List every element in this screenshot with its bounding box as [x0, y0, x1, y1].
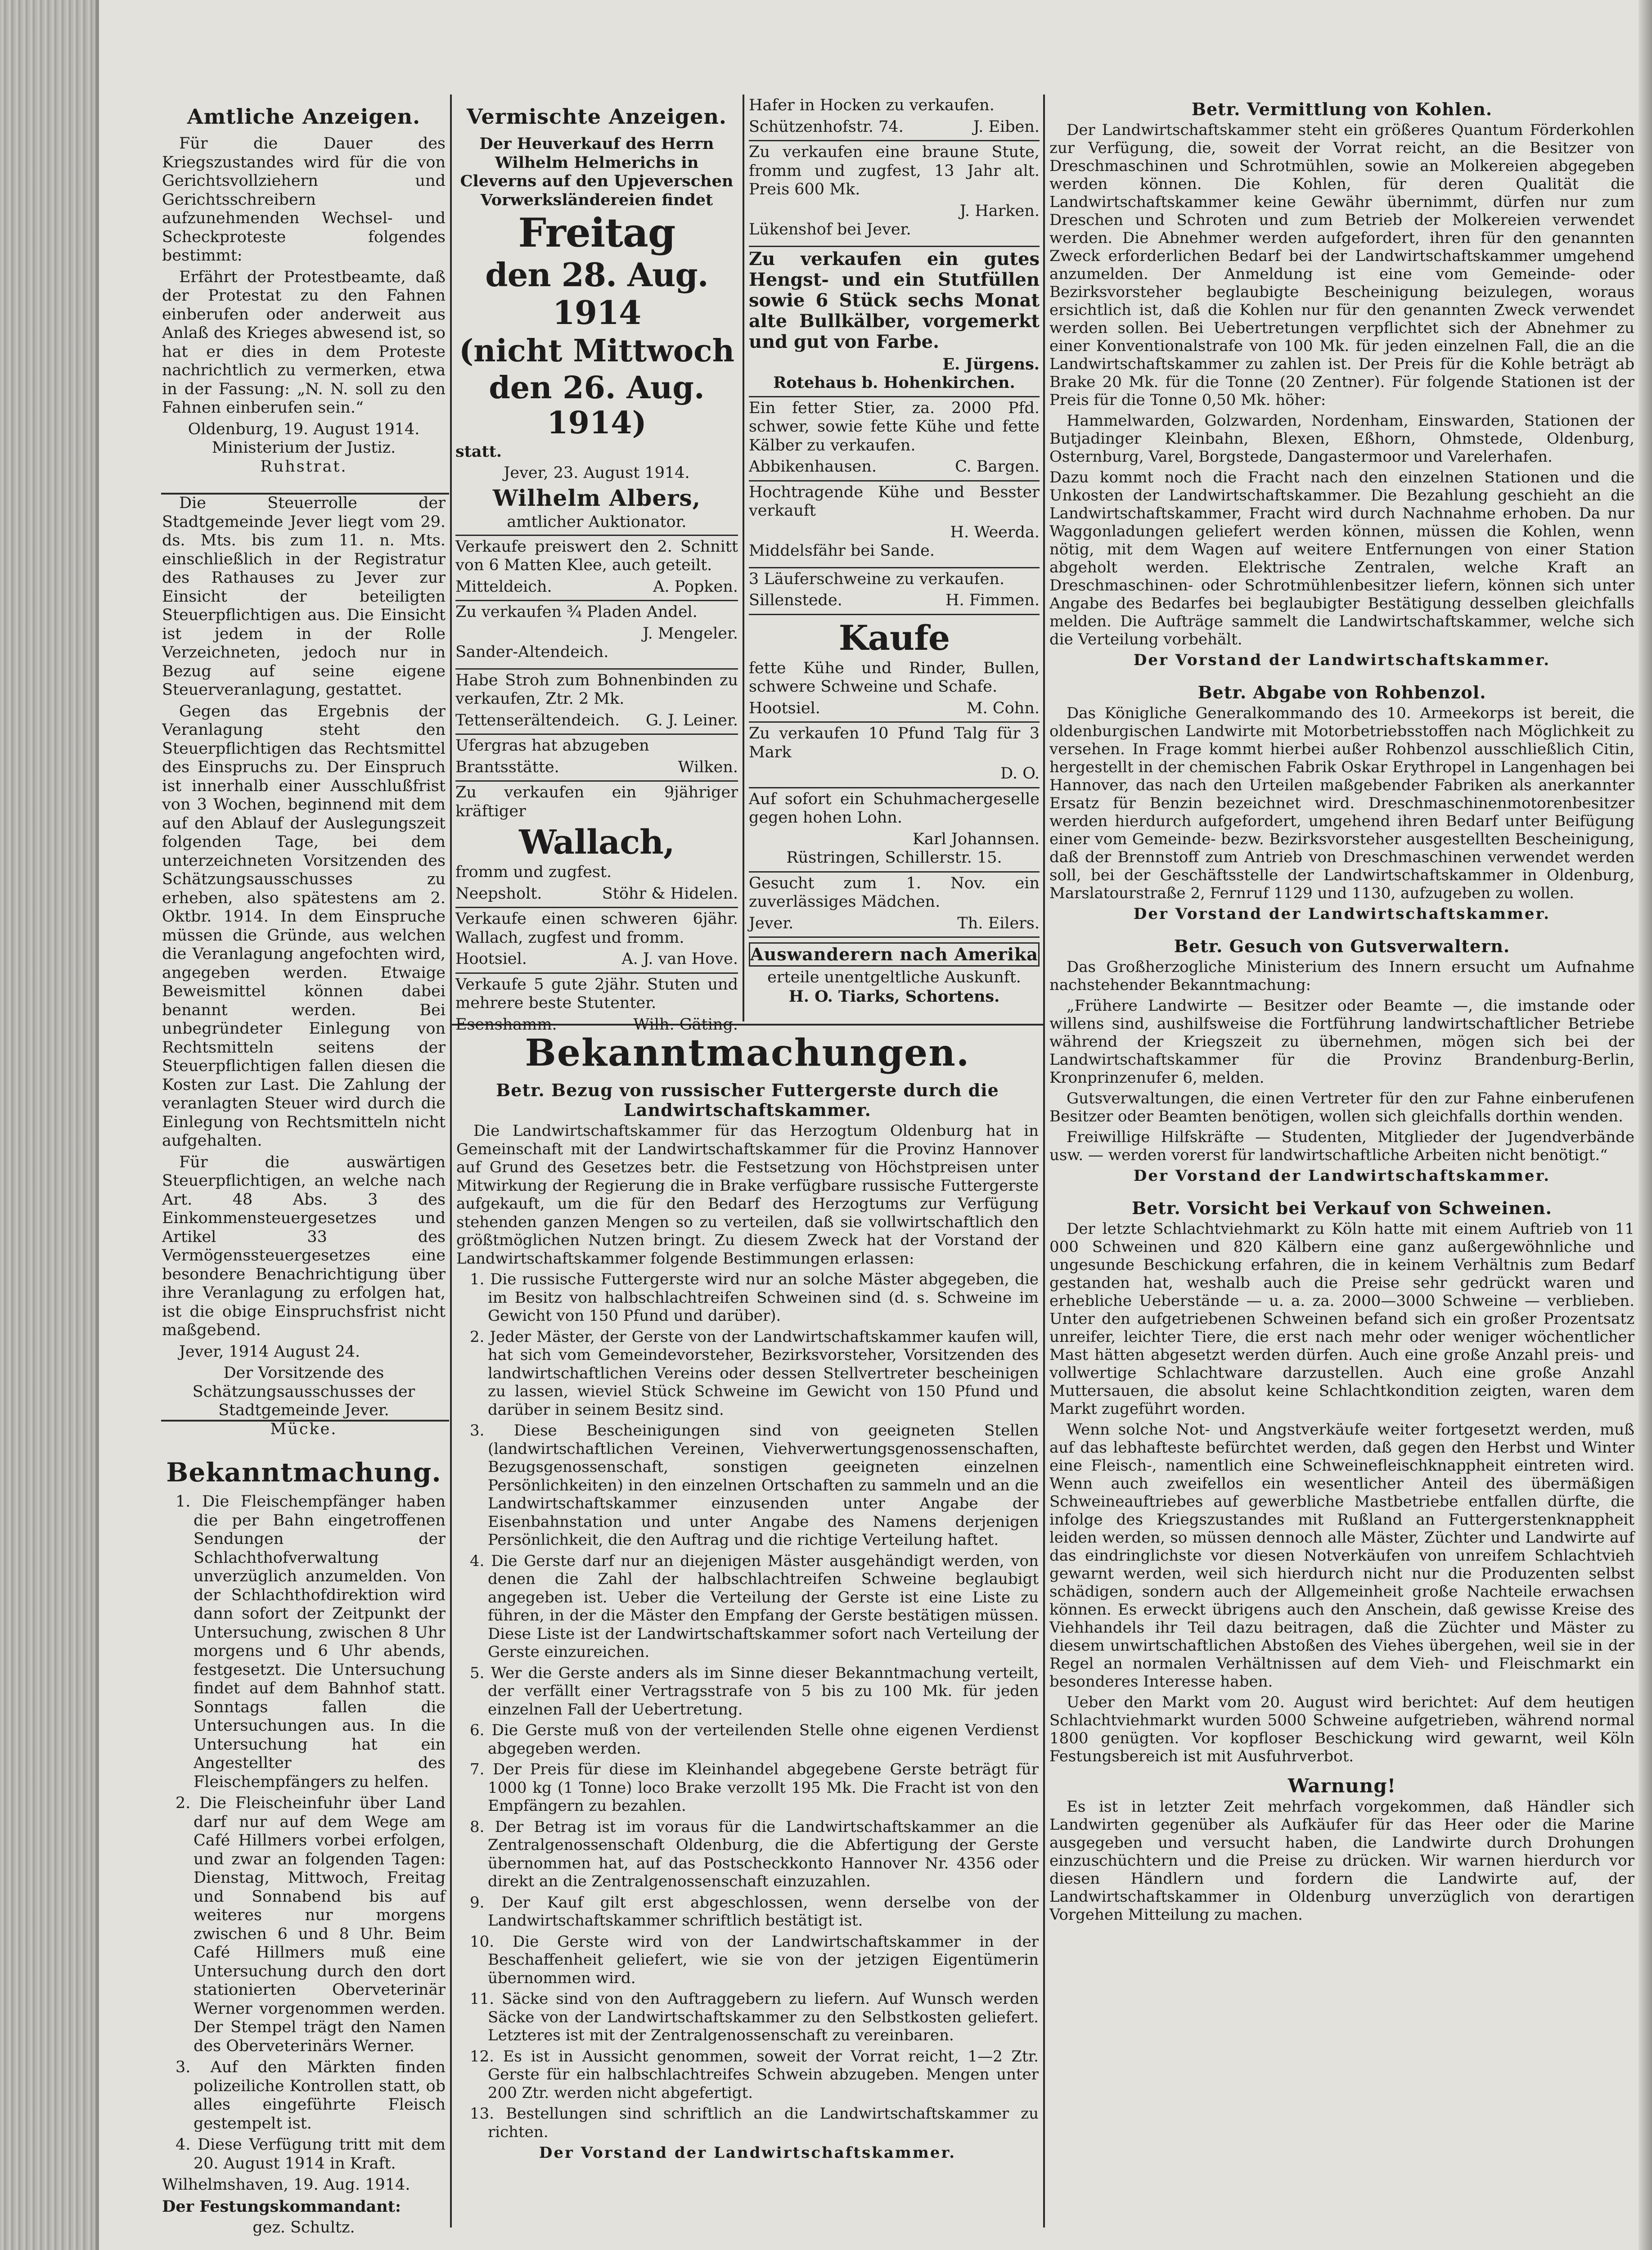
ad-place: Sander-Altendeich. — [455, 643, 609, 661]
book-spine — [0, 0, 95, 2250]
right-page-edge — [1638, 0, 1652, 2250]
ad-text: Auf sofort ein Schuhmachergeselle gegen hohen Lohn. — [749, 790, 1040, 827]
steuerrolle-place: Jever, 1914 August 24. — [179, 1342, 360, 1361]
auswanderer-heading: Auswanderern nach Amerika — [749, 942, 1040, 967]
schweine-text-2: Wenn solche Not- und Angstverkäufe weiter fortgesetzt werden, muß auf das lebhafteste befürchtet werden, daß gegen den Herbst und Winter eine Fleisch-, namentlich eine Schweinefleischknappheit eintreten wird. Wenn auch zweifellos ein wesentlicher Anteil des übermäßigen Schweineauftriebes auf gewerbliche Mastbetriebe entfallen dürfte, die infolge des Kriegszustandes mit Rußland an Futtergerstenknappheit leiden werden, so müssen dennoch alle Mäster, Züchter und Landwirte auf das eindringlichste vor diesen Notverkäufen von unreifem Schlachtvieh gewarnt werden, weil sich hierdurch nicht nur die Produzenten selbst schädigen, sondern auch der Allgemeinheit große Nachteile erwachsen können. Es erweckt übrigens auch den Anschein, daß gewisse Kreise des Viehhandels ihr Teil dazu beitragen, daß die Züchter und Mäster zu diesem unwirtschaftlichen Abstoßen des Viehes übergehen, weil sie in der Regel an normalen Verhältnissen auf dem Vieh- und Fleischmarkt ein besonderes Interesse haben. — [1049, 1421, 1634, 1691]
ad-text: Ufergras hat abzugeben — [455, 737, 649, 755]
heuverkauf-old-date: den 26. Aug. 1914) — [489, 370, 705, 441]
list-item: 9. Der Kauf gilt erst abgeschlossen, wenn derselbe von der Landwirtschaftskammer schriftlich bestätigt ist. — [470, 1893, 1039, 1930]
column-rule-1 — [450, 94, 452, 2228]
amtliche-anzeigen-heading: Amtliche Anzeigen. — [187, 104, 421, 129]
list-item: 1. Die Fleischempfänger haben die per Bahn eingetroffenen Sendungen der Schlachthofverwaltung unverzüglich anzumelden. Von der Schlachthofdirektion wird dann sofort der Zeitpunkt der Untersuchung, zwischen 8 Uhr morgens und 6 Uhr abends, festgesetzt. Die Untersuchung findet auf dem Bahnhof statt. Sonntags fallen die Untersuchungen aus. In die Untersuchung hat ein Angestellter des Fleischempfängers zu helfen. — [176, 1493, 446, 1791]
list-item: 3. Diese Bescheinigungen sind von geeigneten Stellen (landwirtschaftlichen Vereinen, Viehverwertungsgenossenschaften, Bezugsgenossenschaft, sonstigen geeigneten einzelnen Persönlichkeiten) in den einzelnen Ortschaften zu sammeln und an die Landwirtschaftskammer einzusenden unter Angabe der Eisenbahnstation und unter Angabe des Namens derjenigen Persönlichkeit, die den Auftrag und die richtige Verteilung haftet. — [470, 1422, 1039, 1549]
bekanntmachung-office: Der Festungskommandant: — [162, 2197, 401, 2216]
kohlen-heading: Betr. Vermittlung von Kohlen. — [1191, 99, 1493, 119]
ad-place: Hootsiel. — [455, 950, 527, 968]
list-item: 7. Der Preis für diese im Kleinhandel abgegebene Gerste beträgt für 1000 kg (1 Tonne) loco Brake verzollt 195 Mk. Die Fracht ist von den Empfängern zu bezahlen. — [470, 1760, 1039, 1815]
column-2 — [455, 101, 738, 1038]
heuverkauf-date: den 28. Aug. 1914 — [485, 256, 708, 332]
list-item: 8. Der Betrag ist im voraus für die Landwirtschaftskammer an die Zentralgenossenschaft Oldenburg, die die Abfertigung der Gerste übernommen hat, auf das Postscheckkonto Hannover Nr. 4356 oder direkt an die Zentralgenossenschaft einzuzahlen. — [470, 1818, 1039, 1890]
ad-text: Zu verkaufen eine braune Stute, fromm und zugfest, 13 Jahr alt. Preis 600 Mk. — [749, 143, 1040, 198]
protest-notice-office: Ministerium der Justiz. — [212, 439, 396, 457]
ad-place: Abbikenhausen. — [749, 458, 877, 476]
ad-signature: J. Harken. — [959, 202, 1040, 220]
ad-signature: Karl Johannsen. — [913, 830, 1040, 848]
kohlen-text-3: Dazu kommt noch die Fracht nach den einzelnen Stationen und die Unkosten der Landwirtschaftskammer. Die Bezahlung geschieht an die Landwirtschaftskammer, Fracht wird durch Nachnahme erhoben. Da nur Waggonladungen geliefert werden können, müssen die Kohlen, wenn nötig, mit dem Wagen auf weitere Entfernungen von einer Station abgeholt werden. Elektrische Zentralen, welche Kraft an Dreschmaschinen- oder Schrotmühlenbesitzer liefern, können sich unter Angabe des Bedarfes bei beglaubigter Bestätigung desselben gleichfalls melden. Die Aufträge sammelt die Landwirtschaftskammer, welche sich die Verteilung vorbehält. — [1049, 468, 1634, 648]
ad-laeuferschweine — [749, 568, 1040, 615]
steuerrolle-text-3: Für die auswärtigen Steuerpflichtigen, an welche nach Art. 48 Abs. 3 des Einkommensteuergesetzes und Artikel 33 des Vermögenssteuergesetzes eine besondere Benachrichtigung über ihre Veranlagung zu erfolgen hat, ist die obige Einspruchsfrist nicht maßgebend. — [162, 1153, 446, 1339]
ad-text-2: fromm und zugfest. — [455, 863, 612, 881]
ad-place: Hootsiel. — [749, 699, 820, 717]
bekanntmachung-signature: gez. Schultz. — [252, 2218, 355, 2236]
ad-signature: C. Bargen. — [955, 458, 1040, 476]
ad-kaufe — [749, 615, 1040, 723]
ad-place: Schützenhofstr. 74. — [749, 117, 904, 136]
column-rule-3 — [1043, 94, 1045, 2228]
ad-place: Lükenshof bei Jever. — [749, 220, 911, 238]
ad-klee — [455, 536, 738, 602]
ad-text: erteile unentgeltliche Auskunft. — [767, 968, 1021, 986]
gutsverwalter-text: Das Großherzogliche Ministerium des Innern ersucht um Aufnahme nachstehender Bekanntmachung: — [1049, 958, 1634, 994]
list-item: 4. Diese Verfügung tritt mit dem 20. August 1914 in Kraft. — [176, 2136, 446, 2173]
ad-text: fette Kühe und Rinder, Bullen, schwere Schweine und Schafe. — [749, 659, 1040, 696]
ad-hengst — [749, 247, 1040, 397]
protest-notice-place: Oldenburg, 19. August 1914. — [188, 420, 420, 438]
list-item: 4. Die Gerste darf nur an diejenigen Mäster ausgehändigt werden, von denen die Zahl der halbschlachtreifen Schweine beglaubigt angegeben ist. Ueber die Verteilung der Gerste ist eine Liste zu führen, in der die Mäster den Empfang der Gerste bestätigen müssen. Diese Liste ist der Landwirtschaftskammer sofort nach Verteilung der Gerste einzureichen. — [470, 1552, 1039, 1661]
list-item: 13. Bestellungen sind schriftlich an die Landwirtschaftskammer zu richten. — [470, 2105, 1039, 2141]
ad-wallach — [455, 782, 738, 908]
column-rule-2 — [743, 94, 744, 1022]
rohbenzol-signature: Der Vorstand der Landwirtschaftskammer. — [1133, 905, 1551, 923]
bekanntmachungen-heading: Bekanntmachungen. — [525, 1031, 970, 1075]
ad-text: 3 Läuferschweine zu verkaufen. — [749, 570, 1005, 588]
list-item: 2. Jeder Mäster, der Gerste von der Landwirtschaftskammer kaufen will, hat sich vom Gemeindevorsteher, Bezirksvorsteher, Vorsitzenden des landwirtschaftlichen Vereins oder dessen Stellvertreter bescheinigen zu lassen, wieviel Stück Schweine im Gewicht von 150 Pfund und darüber in seinem Besitz sind. — [470, 1328, 1039, 1419]
column-4 — [1049, 97, 1634, 1926]
ad-place: Rüstringen, Schillerstr. 15. — [786, 849, 1002, 867]
ad-signature: A. Popken. — [653, 577, 738, 596]
ad-text: Ein fetter Stier, za. 2000 Pfd. schwer, sowie fette Kühe und fette Kälber zu verkaufen. — [749, 399, 1040, 454]
ad-text: Hochtragende Kühe und Besster verkauft — [749, 483, 1040, 520]
ad-place: Rotehaus b. Hohenkirchen. — [773, 374, 1015, 392]
ad-stier — [749, 397, 1040, 482]
ad-stute — [749, 141, 1040, 247]
ad-place: Sillenstede. — [749, 591, 842, 609]
ad-auswanderer — [749, 938, 1040, 1009]
warnung-text: Es ist in letzter Zeit mehrfach vorgekommen, daß Händler sich Landwirten gegenüber als Aufkäufer für das Heer oder die Marine ausgegeben und versucht haben, die Landwirte durch Drohungen einzuschüchtern und die Preise zu drücken. Wir warnen hierdurch vor diesen Händlern und fordern die Landwirte auf, der Landwirtschaftskammer in Oldenburg unverzüglich von derartigen Vorgehen Mitteilung zu machen. — [1049, 1798, 1634, 1924]
bekanntmachungen-body — [456, 1078, 1039, 2162]
ad-schuhmacher — [749, 788, 1040, 873]
list-item: 5. Wer die Gerste anders als im Sinne dieser Bekanntmachung verteilt, der verfällt einer Vertragsstrafe von 5 bis zu 100 Mk. für jeden einzelnen Fall der Uebertretung. — [470, 1664, 1039, 1719]
ad-signature: H. O. Tiarks, Schortens. — [788, 987, 1000, 1006]
ad-place: Neepsholt. — [455, 884, 542, 903]
bekanntmachung-list — [162, 1493, 446, 2173]
kohlen-text: Der Landwirtschaftskammer steht ein größeres Quantum Förderkohlen zur Verfügung, die, soweit der Vorrat reicht, an die Besitzer von Dreschmaschinen und Schrotmühlen, sowie an Molkereien abgegeben werden können. Die Kohlen, für deren Qualität die Landwirtschaftskammer keine Gewähr übernimmt, dürfen nur zum Dreschen und Schroten und zum Betrieb der Molkereien verwendet werden. Die Abnehmer werden aufgefordert, ihren für den genannten Zweck erforderlichen Bedarf bei der Landwirtschaftskammer umgehend anzumelden. Der Anmeldung ist eine vom Gemeinde- oder Bezirksvorsteher beglaubigte Bescheinigung beizulegen, woraus ersichtlich ist, daß die Kohlen nur für den genannten Zweck verwendet werden sollen. Bei Uebertretungen verpflichtet sich der Abnehmer zu einer Konventionalstrafe von 100 Mk. für jeden einzelnen Fall, die an die Landwirtschaftskammer zu zahlen ist. Der Preis für die Kohle beträgt ab Brake 20 Mk. für die Tonne (20 Zentner). Für folgende Stationen ist der Preis für die Tonne 0,50 Mk. höher: — [1049, 121, 1634, 409]
bekanntmachung-heading: Bekanntmachung. — [166, 1457, 441, 1488]
ad-signature: A. J. van Hove. — [621, 950, 738, 968]
schweine-text-3: Ueber den Markt vom 20. August wird berichtet: Auf dem heutigen Schlachtviehmarkt wurden 5000 Schweine aufgetrieben, während normal 1800 genügten. Vor kopfloser Beschickung wird gewarnt, weil Köln Festungsbereich ist mit Ausfuhrverbot. — [1049, 1693, 1634, 1765]
page-edge — [95, 0, 99, 2250]
heuverkauf-day: Freitag — [518, 209, 675, 256]
column-1 — [162, 101, 446, 2237]
steuerrolle-office: Der Vorsitzende des Schätzungsausschusses der Stadtgemeinde Jever. — [192, 1364, 415, 1419]
ad-text: Zu verkaufen ¾ Pladen Andel. — [455, 603, 698, 621]
futtergerste-signature: Der Vorstand der Landwirtschaftskammer. — [539, 2144, 956, 2162]
rohbenzol-heading: Betr. Abgabe von Rohbenzol. — [1197, 682, 1486, 702]
ad-signature: Th. Eilers. — [957, 914, 1040, 932]
kohlen-stations: Hammelwarden, Golzwarden, Nordenham, Einswarden, Stationen der Butjadinger Kleinbahn, Blexen, Eßhorn, Ohmstede, Oldenburg, Osternburg, Varel, Borgstede, Dangastermoor und Varelerhafen. — [1049, 412, 1634, 466]
ad-text: Hafer in Hocken zu verkaufen. — [749, 96, 995, 114]
ad-stuten — [455, 974, 738, 1038]
heuverkauf-intro: Der Heuverkauf des Herrn Wilhelm Helmerichs in Cleverns auf den Upjeverschen Vorwerksländereien findet — [460, 135, 734, 209]
futtergerste-list — [456, 1270, 1039, 2141]
kaufe-heading: Kaufe — [838, 617, 950, 658]
steuerrolle-text: Die Steuerrolle der Stadtgemeinde Jever liegt vom 29. ds. Mts. bis zum 11. n. Mts. einschließlich in der Registratur des Rathauses zu Jever zur Einsicht der beteiligten Steuerpflichtigen aus. Die Einsicht ist jedem in der Rolle Verzeichneten, jedoch nur in Bezug auf seine eigene Steuerveranlagung, gestattet. — [162, 494, 446, 699]
heuverkauf-statt: statt. — [455, 442, 502, 461]
ad-text: Habe Stroh zum Bohnenbinden zu verkaufen, Ztr. 2 Mk. — [455, 671, 738, 708]
steuerrolle-signature: Mücke. — [270, 1420, 338, 1438]
ad-schwerer-wallach — [455, 908, 738, 974]
ad-place: Middelsfähr bei Sande. — [749, 542, 935, 560]
ad-signature: Wilh. Gäting. — [633, 1015, 738, 1034]
list-item: 12. Es ist in Aussicht genommen, soweit der Vorrat reicht, 1—2 Ztr. Gerste für ein halbschlachtreifes Schwein abzugeben. Mengen unter 200 Ztr. werden nicht abgefertigt. — [470, 2047, 1039, 2102]
ad-text: Zu verkaufen 10 Pfund Talg für 3 Mark — [749, 724, 1040, 761]
ad-kuehe — [749, 482, 1040, 568]
ad-place: Tettenserältendeich. — [455, 711, 620, 729]
ad-place: Esenshamm. — [455, 1015, 557, 1034]
ad-text: Zu verkaufen ein 9jähriger kräftiger — [455, 783, 738, 820]
auctioneer-name: Wilhelm Albers, — [492, 485, 701, 511]
ad-text: Verkaufe preiswert den 2. Schnitt von 6 Matten Klee, auch geteilt. — [455, 537, 738, 574]
list-item: 1. Die russische Futtergerste wird nur an solche Mäster abgegeben, die im Besitz von halbschlachtreifen Schweinen sind (d. s. Schweine im Gewicht von 150 Pfund und darüber). — [470, 1270, 1039, 1325]
ad-stroh — [455, 670, 738, 735]
vermischte-anzeigen-heading: Vermischte Anzeigen. — [467, 104, 727, 129]
heuverkauf-not: (nicht Mittwoch — [459, 333, 735, 369]
ad-signature: E. Jürgens. — [942, 355, 1040, 374]
ad-signature: J. Eiben. — [973, 117, 1040, 136]
ad-place: Mitteldeich. — [455, 577, 552, 596]
ad-talg — [749, 723, 1040, 788]
ad-text: Verkaufe einen schweren 6jähr. Wallach, zugfest und fromm. — [455, 910, 738, 947]
list-item: 11. Säcke sind von den Auftraggebern zu liefern. Auf Wunsch werden Säcke von der Landwirtschaftskammer zu den Selbstkosten geliefert. Letzteres ist mit der Zentralgenossenschaft zu vereinbaren. — [470, 1990, 1039, 2044]
schweine-heading: Betr. Vorsicht bei Verkauf von Schweinen. — [1132, 1198, 1552, 1218]
ad-text: Verkaufe 5 gute 2jähr. Stuten und mehrere beste Stutenter. — [455, 975, 738, 1012]
ad-signature: J. Mengeler. — [643, 624, 738, 643]
heuverkauf-place: Jever, 23. August 1914. — [504, 464, 690, 482]
warnung-heading: Warnung! — [1287, 1775, 1396, 1797]
ad-signature: M. Cohn. — [966, 699, 1040, 717]
ad-text: Gesucht zum 1. Nov. ein zuverlässiges Mädchen. — [749, 874, 1040, 911]
futtergerste-intro: Die Landwirtschaftskammer für das Herzogtum Oldenburg hat in Gemeinschaft mit der Landwirtschaftskammer für die Provinz Hannover auf Grund des Gesetzes betr. die Festsetzung von Höchstpreisen unter Mitwirkung der Regierung die in Brake verfügbare russische Futtergerste aufgekauft, um die für den Bedarf des Herzogtums zur Verfügung stehenden ganzen Mengen so zu verteilen, daß sie vollwirtschaftlich den größtmöglichen Nutzen bringt. Zu diesem Zweck hat der Vorstand der Landwirtschaftskammer folgende Bestimmungen erlassen: — [456, 1122, 1039, 1268]
schweine-text: Der letzte Schlachtviehmarkt zu Köln hatte mit einem Auftrieb von 11 000 Schweinen und 820 Kälbern eine ganz außergewöhnliche und ungesunde Beschickung erfahren, die in keinem Verhältnis zum Bedarf gestanden hat, weshalb auch die Preise sehr gedrückt waren und erhebliche Ueberstände — u. a. za. 2000—3000 Schweine — verblieben. Unter den aufgetriebenen Schweinen befand sich ein großer Prozentsatz unreifer, leichter Tiere, die erst nach mehr oder weniger wöchentlicher Mast hätten abgesetzt werden dürfen. Auch eine große Anzahl preis- und vollwertige Schlachtware darzustellen. Auch eine große Anzahl Muttersauen, die absolut keine Schlachtkondition zeigten, waren dem Markt zugeführt worden. — [1049, 1220, 1634, 1418]
kohlen-signature: Der Vorstand der Landwirtschaftskammer. — [1133, 651, 1551, 669]
protest-notice-text-2: Erfährt der Protestbeamte, daß der Protestat zu den Fahnen einberufen oder anderweit aus Anlaß des Krieges abwesend ist, so hat er dies in dem Proteste nachrichtlich zu vermerken, etwa in der Fassung: „N. N. soll zu den Fahnen einberufen sein.“ — [162, 268, 446, 417]
steuerrolle-text-2: Gegen das Ergebnis der Veranlagung steht den Steuerpflichtigen das Rechtsmittel des Einspruchs zu. Der Einspruch ist innerhalb einer Ausschlußfrist von 3 Wochen, beginnend mit dem auf den Ablauf der Auslegungszeit folgenden Tage, bei dem unterzeichneten Vorsitzenden des Schätzungsausschusses zu erheben, also spätestens am 2. Oktbr. 1914. In dem Einspruche müssen die Gründe, aus welchen die Veranlagung angefochten wird, angegeben werden. Etwaige Beweismittel können dabei benannt werden. Bei unbegründeter Einlegung von Rechtsmitteln seitens der Steuerpflichtigen fallen diesen die Kosten zur Last. Die Zahlung der veranlagten Steuer wird durch die Einlegung von Rechtsmitteln nicht aufgehalten. — [162, 702, 446, 1150]
ad-signature: D. O. — [1000, 765, 1040, 783]
rohbenzol-text: Das Königliche Generalkommando des 10. Armeekorps ist bereit, die oldenburgischen Landwirte mit Motorbetriebsstoffen nach Möglichkeit zu versehen. In Frage kommt hierbei außer Rohbenzol ausschließlich Citin, hergestellt in der chemischen Fabrik Oskar Erythropel in Langenhagen bei Hannover, das nach den Urteilen maßgebender Fabriken als anerkannter Ersatz für Benzin bezeichnet wird. Dreschmaschinenmotorenbesitzer werden hierdurch aufgefordert, umgehend ihren Bedarf unter Beifügung einer vom Gemeinde- bezw. Bezirksvorsteher ausgestellten Bescheinigung, daß der Brennstoff zum Antrieb von Dreschmaschinen verwendet werden soll, bei der Geschäftsstelle der Landwirtschaftskammer in Oldenburg, Marslatourstraße 2, Fernruf 1129 und 1130, aufzugeben zu wollen. — [1049, 704, 1634, 902]
ad-wallach-heading: Wallach, — [519, 823, 675, 862]
column-3 — [749, 94, 1040, 1009]
ad-signature: H. Weerda. — [950, 523, 1040, 541]
protest-notice-signature: Ruhstrat. — [260, 457, 347, 476]
ad-place: Jever. — [749, 914, 794, 932]
gutsverwalter-heading: Betr. Gesuch von Gutsverwaltern. — [1174, 936, 1510, 956]
list-item: 2. Die Fleischeinfuhr über Land darf nur auf dem Wege am Café Hillmers vorbei erfolgen, und zwar an folgenden Tagen: Dienstag, Mittwoch, Freitag und Sonnabend bis auf weiteres nur morgens zwischen 6 und 8 Uhr. Beim Café Hillmers muß eine Untersuchung durch den dort stationierten Oberveterinär Werner vorgenommen werden. Der Stempel trägt den Namen des Oberveterinärs Werner. — [176, 1794, 446, 2055]
protest-notice-text: Für die Dauer des Kriegszustandes wird für die von Gerichtsvollziehern und Gerichtsschreibern aufzunehmenden Wechsel- und Scheckproteste folgendes bestimmt: — [162, 135, 446, 265]
ad-ufergras — [455, 735, 738, 782]
auctioneer-title: amtlicher Auktionator. — [455, 513, 738, 536]
ad-signature: Wilken. — [678, 758, 738, 776]
futtergerste-subheading: Betr. Bezug von russischer Futtergerste durch die Landwirtschaftskammer. — [496, 1080, 999, 1120]
ad-maedchen — [749, 873, 1040, 938]
gutsverwalter-text-2: „Frühere Landwirte — Besitzer oder Beamte —, die imstande oder willens sind, aushilfsweise die Fortführung landwirtschaftlicher Betriebe während der Kriegszeit zu übernehmen, mögen sich bei der Landwirtschaftskammer für die Provinz Brandenburg-Berlin, Kronprinzenufer 6, melden. — [1049, 997, 1634, 1087]
list-item: 3. Auf den Märkten finden polizeiliche Kontrollen statt, ob alles eingeführte Fleisch gestempelt ist. — [176, 2058, 446, 2133]
ad-text: Zu verkaufen ein gutes Hengst- und ein Stutfüllen sowie 6 Stück sechs Monat alte Bullkälber, vorgemerkt und gut von Farbe. — [749, 248, 1040, 352]
gutsverwalter-signature: Der Vorstand der Landwirtschaftskammer. — [1133, 1167, 1551, 1185]
list-item: 10. Die Gerste wird von der Landwirtschaftskammer in der Beschaffenheit geliefert, wie sie von der jetzigen Eigentümerin übernommen wird. — [470, 1932, 1039, 1987]
ad-hafer — [749, 94, 1040, 141]
gutsverwalter-text-4: Freiwillige Hilfskräfte — Studenten, Mitglieder der Jugendverbände usw. — werden vorerst für landwirtschaftliche Arbeiten nicht benötigt.“ — [1049, 1128, 1634, 1164]
list-item: 6. Die Gerste muß von der verteilenden Stelle ohne eigenen Verdienst abgegeben werden. — [470, 1721, 1039, 1758]
ad-signature: G. J. Leiner. — [646, 711, 738, 729]
gutsverwalter-text-3: Gutsverwaltungen, die einen Vertreter für den zur Fahne einberufenen Besitzer oder Beamten benötigen, wollen sich gleichfalls dorthin wenden. — [1049, 1089, 1634, 1125]
ad-signature: Stöhr & Hidelen. — [602, 884, 738, 903]
ad-andel — [455, 601, 738, 670]
ad-place: Brantsstätte. — [455, 758, 559, 776]
bekanntmachung-place: Wilhelmshaven, 19. Aug. 1914. — [162, 2176, 410, 2194]
ad-signature: H. Fimmen. — [945, 591, 1040, 609]
